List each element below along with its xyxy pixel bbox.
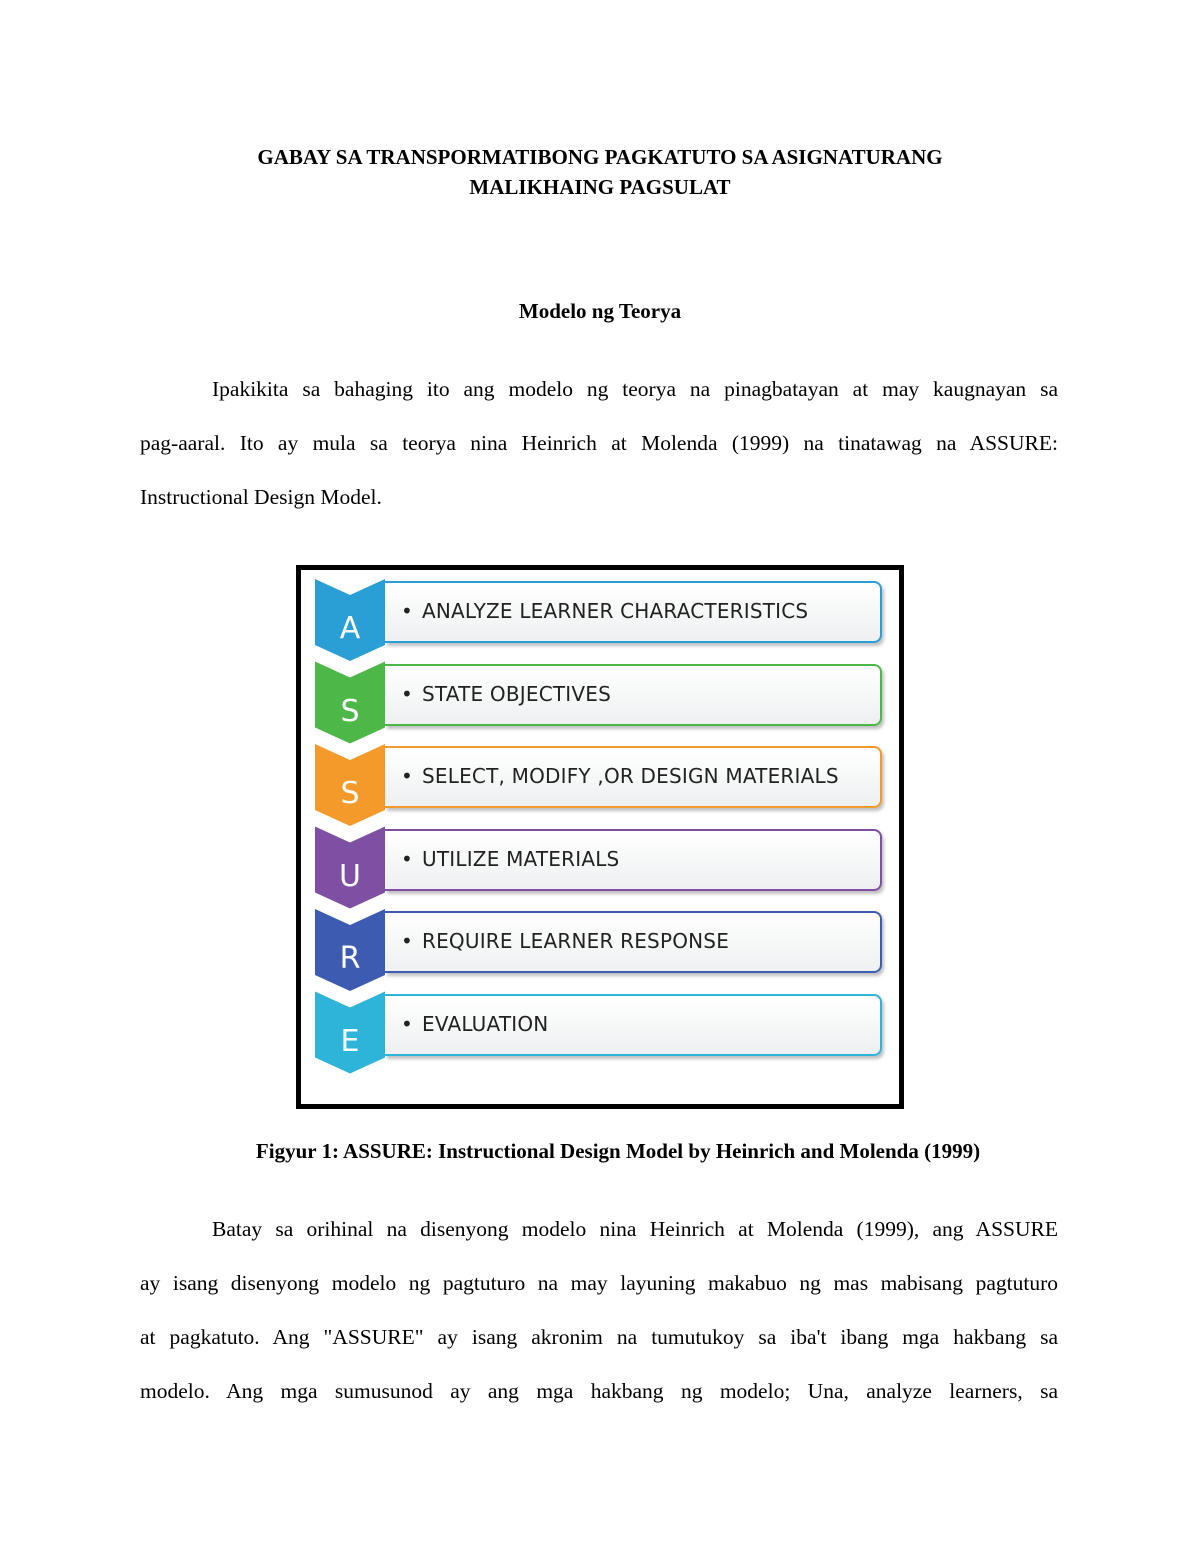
step-letter: A: [339, 611, 361, 646]
step-letter: S: [340, 693, 360, 729]
step-letter: U: [339, 858, 361, 894]
paragraph-line: ay isang disenyong modelo ng pagtuturo na may layuning makabuo ng mas mabisang pagtuturo: [140, 1271, 1058, 1295]
step-row: [385, 581, 882, 643]
step-label: SELECT, MODIFY ,OR DESIGN MATERIALS: [422, 764, 839, 788]
figure-caption: Figyur 1: ASSURE: Instructional Design Model by Heinrich and Molenda (1999): [255, 1139, 981, 1163]
step-label: REQUIRE LEARNER RESPONSE: [422, 929, 730, 953]
step-row: [385, 994, 882, 1056]
step-label: ANALYZE LEARNER CHARACTERISTICS: [422, 599, 809, 623]
body-paragraph: [140, 1202, 1058, 1418]
step-box: [385, 746, 882, 808]
step-row: [385, 829, 882, 891]
bullet-icon: •: [401, 846, 413, 871]
paragraph-line: Ipakikita sa bahaging ito ang modelo ng teorya na pinagbatayan at may kaugnayan sa: [212, 377, 1058, 401]
step-row: [385, 664, 882, 726]
step-text: [401, 847, 619, 871]
section-heading: Modelo ng Teorya: [518, 299, 682, 323]
step-box: [385, 911, 882, 973]
paragraph-line: modelo. Ang mga sumusunod ay ang mga hakbang ng modelo; Una, analyze learners, sa: [140, 1379, 1058, 1403]
paragraph-line: at pagkatuto. Ang "ASSURE" ay isang akronim na tumutukoy sa iba't ibang mga hakbang sa: [140, 1325, 1058, 1349]
step-label: STATE OBJECTIVES: [422, 681, 611, 706]
step-letter: R: [339, 941, 361, 976]
intro-paragraph: [140, 362, 1058, 524]
paragraph-line: Batay sa orihinal na disenyong modelo nina Heinrich at Molenda (1999), ang ASSURE: [212, 1217, 1058, 1241]
step-label: EVALUATION: [422, 1011, 549, 1036]
step-text: [401, 764, 839, 788]
step-box: [385, 581, 882, 643]
assure-model-figure: [296, 565, 904, 1109]
title-line-1: GABAY SA TRANSPORMATIBONG PAGKATUTO SA ASIGNATURANG: [257, 145, 943, 169]
document-title: [0, 142, 1200, 202]
step-text: [401, 1012, 548, 1036]
bullet-icon: •: [401, 929, 413, 953]
step-text: [401, 599, 808, 623]
bullet-icon: •: [401, 681, 413, 706]
step-text: [401, 682, 611, 706]
step-letter: E: [340, 1023, 360, 1059]
step-label: UTILIZE MATERIALS: [422, 846, 620, 871]
step-row: [385, 911, 882, 973]
step-text: [401, 929, 729, 953]
step-box: [385, 664, 882, 726]
bullet-icon: •: [401, 599, 413, 623]
bullet-icon: •: [401, 1011, 413, 1036]
step-row: [385, 746, 882, 808]
bullet-icon: •: [401, 764, 413, 788]
step-box: [385, 994, 882, 1056]
paragraph-line: pag-aaral. Ito ay mula sa teorya nina Heinrich at Molenda (1999) na tinatawag na ASSURE:: [140, 431, 1058, 455]
step-box: [385, 829, 882, 891]
paragraph-line: Instructional Design Model.: [140, 485, 382, 509]
step-letter: S: [340, 776, 360, 811]
title-line-2: MALIKHAING PAGSULAT: [469, 175, 731, 199]
